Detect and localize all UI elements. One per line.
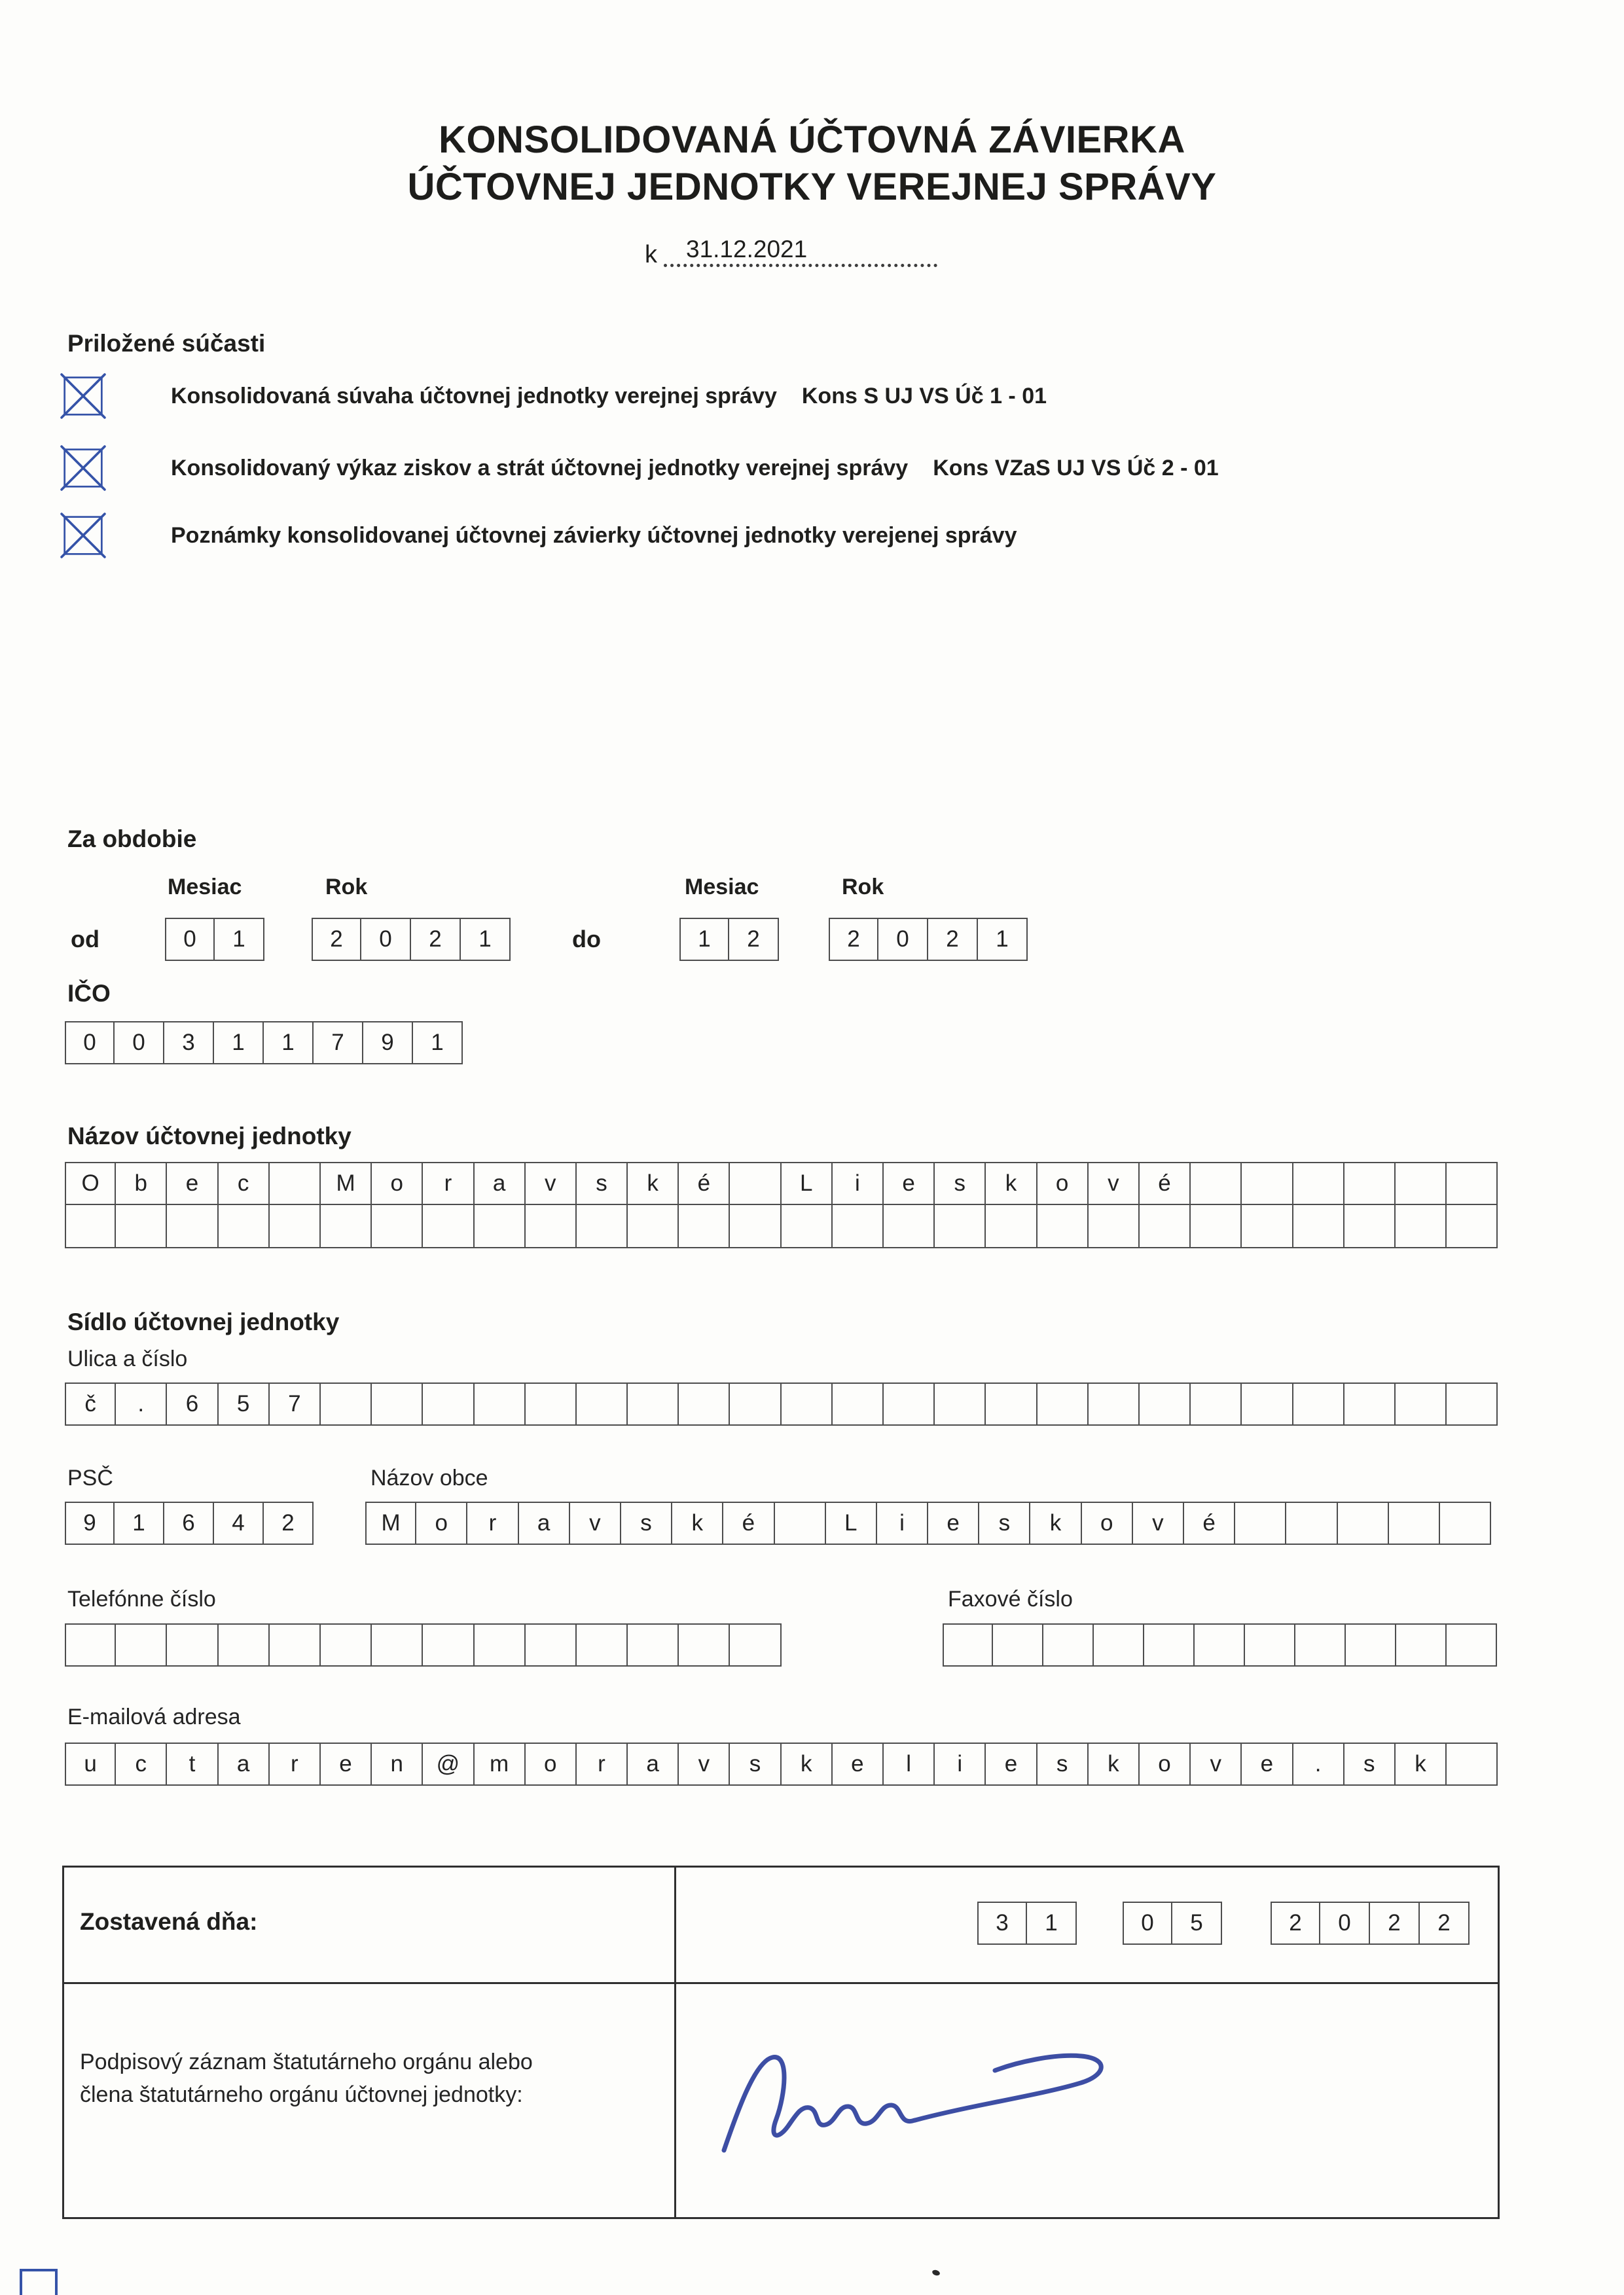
phone-grid[interactable] [65, 1623, 782, 1667]
form-title [0, 117, 1624, 211]
grid-cell [1089, 1205, 1140, 1248]
grid-cell [270, 1205, 321, 1248]
grid-cell: 1 [413, 1021, 463, 1064]
grid-cell [833, 1382, 884, 1426]
grid-cell [1195, 1623, 1245, 1667]
grid-cell: e [167, 1162, 218, 1205]
grid-cell [1447, 1382, 1498, 1426]
grid-cell [730, 1162, 781, 1205]
fax-grid[interactable] [943, 1623, 1497, 1667]
grid-cell: 3 [977, 1902, 1027, 1945]
grid-cell: o [416, 1502, 467, 1545]
grid-cell: o [1140, 1743, 1191, 1786]
grid-cell [1396, 1205, 1447, 1248]
grid-cell [1293, 1205, 1344, 1248]
grid-cell [730, 1382, 781, 1426]
grid-cell: o [526, 1743, 577, 1786]
grid-cell: L [826, 1502, 877, 1545]
grid-cell [833, 1205, 884, 1248]
grid-cell [1235, 1502, 1286, 1545]
grid-cell: i [935, 1743, 986, 1786]
grid-cell: k [782, 1743, 833, 1786]
grid-cell: s [577, 1162, 628, 1205]
grid-cell: 1 [978, 918, 1028, 961]
grid-cell [935, 1382, 986, 1426]
grid-cell [65, 1623, 116, 1667]
grid-cell [1038, 1205, 1089, 1248]
grid-cell [577, 1382, 628, 1426]
report-date-line [645, 237, 937, 267]
grid-cell: 0 [878, 918, 928, 961]
grid-cell [1293, 1382, 1344, 1426]
grid-cell: 9 [65, 1502, 115, 1545]
grid-cell [270, 1162, 321, 1205]
grid-cell: b [116, 1162, 167, 1205]
grid-cell: é [1140, 1162, 1191, 1205]
grid-cell: s [730, 1743, 781, 1786]
grid-cell: s [1344, 1743, 1396, 1786]
grid-cell: M [321, 1162, 372, 1205]
entity-name-grid-row2[interactable] [65, 1205, 1498, 1248]
checkbox-x-icon [62, 375, 104, 417]
grid-cell: 5 [219, 1382, 270, 1426]
grid-cell [1242, 1162, 1293, 1205]
grid-cell: a [519, 1502, 570, 1545]
address-heading: Sídlo účtovnej jednotky [67, 1309, 340, 1335]
compiled-day-grid[interactable] [977, 1902, 1077, 1945]
attachments-heading: Priložené súčasti [67, 330, 266, 357]
grid-cell [1144, 1623, 1195, 1667]
grid-cell [270, 1623, 321, 1667]
grid-cell: 2 [829, 918, 878, 961]
phone-label: Telefónne číslo [67, 1587, 216, 1612]
signature [686, 2031, 1144, 2162]
grid-cell [1346, 1623, 1396, 1667]
grid-cell [1447, 1623, 1497, 1667]
grid-cell [628, 1623, 679, 1667]
grid-cell [1447, 1743, 1498, 1786]
form-title-line2: ÚČTOVNEJ JEDNOTKY VEREJNEJ SPRÁVY [407, 166, 1217, 208]
grid-cell: k [628, 1162, 679, 1205]
footer-divider-vertical [674, 1868, 676, 2217]
grid-cell: 2 [1420, 1902, 1470, 1945]
grid-cell: r [577, 1743, 628, 1786]
grid-cell: 7 [314, 1021, 363, 1064]
grid-cell: c [116, 1743, 167, 1786]
grid-cell [679, 1382, 730, 1426]
period-from-year-grid[interactable] [312, 918, 511, 961]
grid-cell: k [1396, 1743, 1447, 1786]
grid-cell: 3 [164, 1021, 214, 1064]
grid-cell: 1 [679, 918, 729, 961]
grid-cell [219, 1205, 270, 1248]
grid-cell [679, 1205, 730, 1248]
grid-cell: 9 [363, 1021, 413, 1064]
grid-cell: l [884, 1743, 935, 1786]
grid-cell [1396, 1623, 1447, 1667]
grid-cell [321, 1623, 372, 1667]
period-to-label: do [572, 926, 601, 952]
grid-cell: s [935, 1162, 986, 1205]
grid-cell [475, 1205, 526, 1248]
period-to-month-grid[interactable] [679, 918, 779, 961]
grid-cell [526, 1382, 577, 1426]
grid-cell: a [475, 1162, 526, 1205]
grid-cell: @ [423, 1743, 474, 1786]
grid-cell [730, 1623, 781, 1667]
grid-cell: 6 [167, 1382, 218, 1426]
attachment-label: Konsolidovaná súvaha účtovnej jednotky verejnej správy [171, 383, 777, 408]
grid-cell: 5 [1172, 1902, 1222, 1945]
grid-cell: . [1293, 1743, 1344, 1786]
grid-cell [628, 1205, 679, 1248]
grid-cell: 1 [264, 1021, 314, 1064]
compiled-year-grid[interactable] [1271, 1902, 1470, 1945]
grid-cell: 1 [115, 1502, 164, 1545]
grid-cell [1094, 1623, 1144, 1667]
grid-cell: 4 [214, 1502, 264, 1545]
grid-cell [475, 1623, 526, 1667]
grid-cell: 7 [270, 1382, 321, 1426]
grid-cell: 6 [164, 1502, 214, 1545]
grid-cell [116, 1623, 167, 1667]
grid-cell: 0 [165, 918, 215, 961]
grid-cell: e [833, 1743, 884, 1786]
grid-cell [935, 1205, 986, 1248]
grid-cell: t [167, 1743, 218, 1786]
grid-cell: e [884, 1162, 935, 1205]
grid-cell: r [423, 1162, 474, 1205]
psc-label: PSČ [67, 1466, 113, 1491]
grid-cell: 0 [1320, 1902, 1370, 1945]
grid-cell [986, 1382, 1037, 1426]
grid-cell [423, 1382, 474, 1426]
grid-cell: 2 [729, 918, 779, 961]
grid-cell: é [1184, 1502, 1235, 1545]
grid-cell: v [679, 1743, 730, 1786]
grid-cell [1089, 1382, 1140, 1426]
grid-cell: O [65, 1162, 116, 1205]
grid-cell: o [1082, 1502, 1133, 1545]
grid-cell [884, 1382, 935, 1426]
attachment-code: Kons S UJ VS Úč 1 - 01 [801, 383, 1047, 408]
grid-cell: v [1089, 1162, 1140, 1205]
grid-cell [1440, 1502, 1491, 1545]
checkbox-vzas[interactable] [62, 447, 104, 489]
email-grid[interactable] [65, 1743, 1498, 1786]
entity-name-heading: Názov účtovnej jednotky [67, 1123, 352, 1149]
grid-cell: r [270, 1743, 321, 1786]
compiled-month-grid[interactable] [1123, 1902, 1222, 1945]
report-date-field[interactable] [664, 237, 937, 267]
footer-divider-horizontal [64, 1982, 1498, 1984]
grid-cell: é [723, 1502, 774, 1545]
grid-cell [986, 1205, 1037, 1248]
entity-name-grid-row1[interactable] [65, 1162, 1498, 1205]
grid-cell: r [467, 1502, 518, 1545]
grid-cell [219, 1623, 270, 1667]
grid-cell: e [928, 1502, 979, 1545]
grid-cell [1191, 1162, 1242, 1205]
from-year-label: Rok [325, 875, 368, 899]
grid-cell [321, 1205, 372, 1248]
grid-cell [775, 1502, 826, 1545]
grid-cell: s [1038, 1743, 1089, 1786]
grid-cell: k [1089, 1743, 1140, 1786]
grid-cell [1043, 1623, 1094, 1667]
grid-cell [943, 1623, 993, 1667]
grid-cell: s [979, 1502, 1030, 1545]
scan-artifact-blue-box [20, 2269, 58, 2295]
form-title-line1: KONSOLIDOVANÁ ÚČTOVNÁ ZÁVIERKA [439, 118, 1185, 161]
grid-cell [167, 1623, 218, 1667]
ico-grid[interactable] [65, 1021, 463, 1064]
grid-cell [1344, 1382, 1396, 1426]
checkbox-poznamky[interactable] [62, 515, 104, 556]
attachment-item-vzas [62, 446, 1219, 490]
footer-table [62, 1866, 1500, 2219]
grid-cell [1389, 1502, 1440, 1545]
grid-cell: 1 [215, 918, 264, 961]
grid-cell: 2 [928, 918, 978, 961]
grid-cell [1344, 1205, 1396, 1248]
grid-cell [526, 1205, 577, 1248]
street-grid[interactable] [65, 1382, 1498, 1426]
grid-cell [1447, 1205, 1498, 1248]
grid-cell [679, 1623, 730, 1667]
grid-cell [321, 1382, 372, 1426]
grid-cell: 1 [461, 918, 511, 961]
checkbox-x-icon [62, 447, 104, 489]
grid-cell: a [219, 1743, 270, 1786]
grid-cell: v [1133, 1502, 1184, 1545]
street-label: Ulica a číslo [67, 1346, 188, 1371]
grid-cell [628, 1382, 679, 1426]
compiled-date-label: Zostavená dňa: [80, 1908, 258, 1935]
grid-cell [1140, 1382, 1191, 1426]
grid-cell: v [526, 1162, 577, 1205]
grid-cell [1396, 1162, 1447, 1205]
grid-cell [782, 1205, 833, 1248]
grid-cell: i [877, 1502, 928, 1545]
grid-cell [372, 1205, 423, 1248]
report-date-prefix: k [645, 241, 657, 268]
period-heading: Za obdobie [67, 825, 197, 852]
attachment-label: Poznámky konsolidovanej účtovnej závierky účtovnej jednotky verejenej správy [171, 522, 1017, 548]
grid-cell [577, 1205, 628, 1248]
grid-cell: 1 [214, 1021, 264, 1064]
grid-cell [1447, 1162, 1498, 1205]
grid-cell [167, 1205, 218, 1248]
grid-cell [1295, 1623, 1346, 1667]
grid-cell [993, 1623, 1043, 1667]
psc-grid[interactable] [65, 1502, 314, 1545]
grid-cell [423, 1205, 474, 1248]
grid-cell [372, 1382, 423, 1426]
grid-cell [526, 1623, 577, 1667]
email-label: E-mailová adresa [67, 1705, 241, 1729]
to-year-label: Rok [842, 875, 884, 899]
attachment-item-poznamky [62, 514, 1042, 557]
from-month-label: Mesiac [168, 875, 242, 899]
scan-artifact-dot [931, 2269, 941, 2276]
grid-cell: k [1030, 1502, 1081, 1545]
attachment-item-suvaha [62, 374, 1047, 418]
grid-cell: k [672, 1502, 723, 1545]
checkbox-x-icon [62, 515, 104, 556]
grid-cell [782, 1382, 833, 1426]
grid-cell [1293, 1162, 1344, 1205]
grid-cell [884, 1205, 935, 1248]
grid-cell: 1 [1027, 1902, 1077, 1945]
grid-cell: 2 [411, 918, 461, 961]
town-label: Názov obce [370, 1466, 488, 1491]
grid-cell: o [1038, 1162, 1089, 1205]
grid-cell [1286, 1502, 1337, 1545]
grid-cell: e [1242, 1743, 1293, 1786]
grid-cell [1396, 1382, 1447, 1426]
grid-cell: u [65, 1743, 116, 1786]
grid-cell: i [833, 1162, 884, 1205]
grid-cell [1344, 1162, 1396, 1205]
grid-cell [1140, 1205, 1191, 1248]
grid-cell: k [986, 1162, 1037, 1205]
grid-cell: o [372, 1162, 423, 1205]
grid-cell: 0 [115, 1021, 164, 1064]
grid-cell: . [116, 1382, 167, 1426]
grid-cell: 0 [65, 1021, 115, 1064]
checkbox-suvaha[interactable] [62, 375, 104, 417]
grid-cell [116, 1205, 167, 1248]
period-from-month-grid[interactable] [165, 918, 264, 961]
grid-cell: 0 [361, 918, 411, 961]
grid-cell: č [65, 1382, 116, 1426]
period-from-label: od [71, 926, 99, 952]
grid-cell [1242, 1382, 1293, 1426]
attachment-code: Kons VZaS UJ VS Úč 2 - 01 [933, 455, 1219, 480]
town-grid[interactable] [365, 1502, 1491, 1545]
grid-cell: e [321, 1743, 372, 1786]
grid-cell: c [219, 1162, 270, 1205]
grid-cell: a [628, 1743, 679, 1786]
grid-cell: m [475, 1743, 526, 1786]
grid-cell: é [679, 1162, 730, 1205]
grid-cell [423, 1623, 474, 1667]
grid-cell [1338, 1502, 1389, 1545]
grid-cell [1242, 1205, 1293, 1248]
grid-cell [1245, 1623, 1295, 1667]
grid-cell [1191, 1382, 1242, 1426]
grid-cell [1038, 1382, 1089, 1426]
grid-cell [475, 1382, 526, 1426]
fax-label: Faxové číslo [948, 1587, 1073, 1612]
signature-label: Podpisový záznam štatutárneho orgánu alebo člena štatutárneho orgánu účtovnej jednotky: [80, 2050, 533, 2107]
grid-cell [372, 1623, 423, 1667]
period-to-year-grid[interactable] [829, 918, 1028, 961]
grid-cell [577, 1623, 628, 1667]
grid-cell: 2 [1271, 1902, 1320, 1945]
grid-cell: 2 [1370, 1902, 1420, 1945]
grid-cell: n [372, 1743, 423, 1786]
grid-cell [1191, 1205, 1242, 1248]
report-date-value: 31.12.2021 [686, 236, 808, 262]
grid-cell: 0 [1123, 1902, 1172, 1945]
grid-cell: v [570, 1502, 621, 1545]
grid-cell: M [365, 1502, 416, 1545]
grid-cell: v [1191, 1743, 1242, 1786]
attachment-label: Konsolidovaný výkaz ziskov a strát účtovnej jednotky verejnej správy [171, 455, 909, 480]
grid-cell [65, 1205, 116, 1248]
grid-cell [730, 1205, 781, 1248]
grid-cell: 2 [264, 1502, 314, 1545]
to-month-label: Mesiac [685, 875, 759, 899]
grid-cell: s [621, 1502, 672, 1545]
grid-cell: e [986, 1743, 1037, 1786]
grid-cell: 2 [312, 918, 361, 961]
grid-cell: L [782, 1162, 833, 1205]
ico-label: IČO [67, 980, 111, 1007]
